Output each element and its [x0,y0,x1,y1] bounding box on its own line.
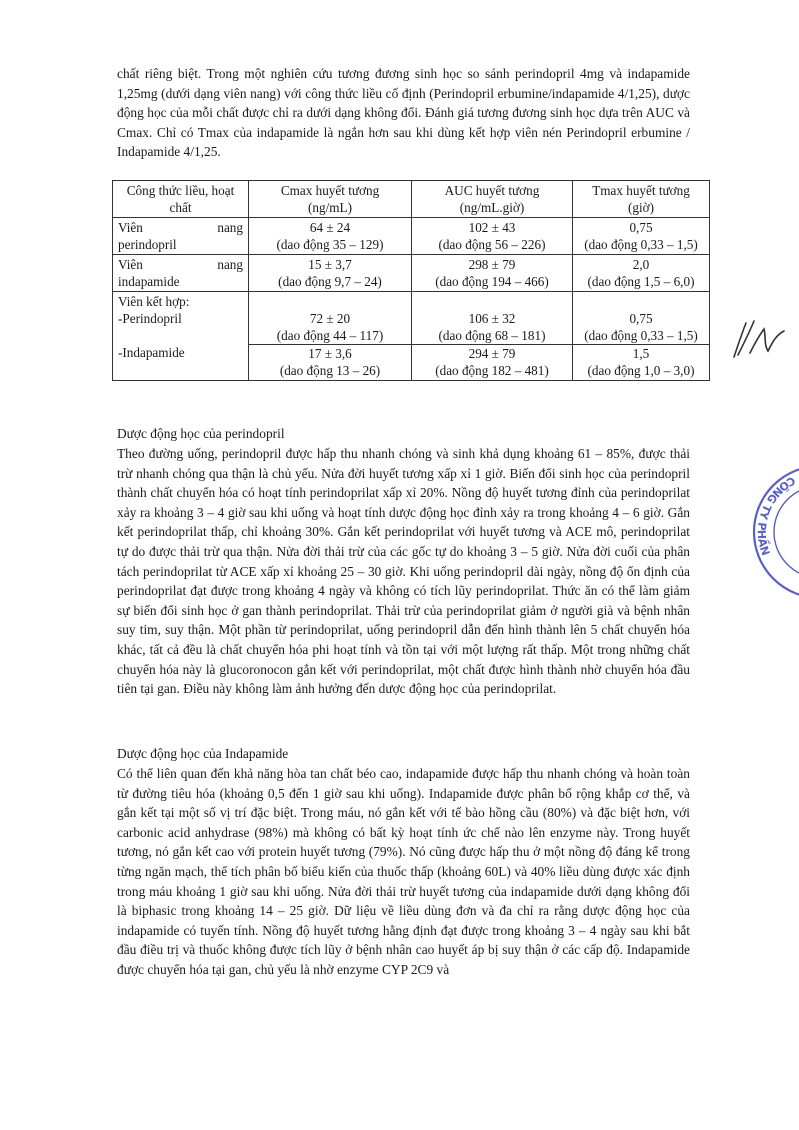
cell-auc: 106 ± 32 (dao động 68 – 181) 294 ± 79 (dao động 182 – 481) [412,292,573,381]
header-cmax: Cmax huyết tương (ng/mL) [249,181,412,218]
pharmacokinetics-table [112,180,710,381]
intro-paragraph: chất riêng biệt. Trong một nghiên cứu tương đương sinh học so sánh perindopril 4mg và indapamide 1,25mg (dưới dạng viên nang) với công thức liều cố định (Perindopril erbumine/indapamide 4/1,25), dược động học của mỗi chất được chỉ ra dưới dạng không đổi. Đánh giá tương đương sinh học dựa trên AUC và Cmax. Chỉ có Tmax của indapamide là ngắn hơn sau khi dùng kết hợp viên nén Perindopril erbumine / Indapamide 4/1,25. [117,66,690,160]
cell-tmax: 2,0 (dao động 1,5 – 6,0) [573,255,710,292]
header-tmax: Tmax huyết tương (giờ) [573,181,710,218]
svg-text:CÔNG TY PHẦN: CÔNG TY PHẦN [754,473,798,558]
company-seal-stamp-icon [728,462,799,602]
table-row-combination [113,292,710,381]
cell-tmax: 0,75 (dao động 0,33 – 1,5) 1,5 (dao động 1,0 – 3,0) [573,292,710,381]
section-heading-perindopril: Dược động học của perindopril [117,426,285,441]
indapamide-paragraph: Có thể liên quan đến khả năng hòa tan chất béo cao, indapamide được hấp thu nhanh chóng và hoàn toàn từ đường tiêu hóa (khoảng 0,5 đến 1 giờ sau khi uống). Indapamide được phân bố rộng khắp cơ thể, và gắn kết tại một số vị trí đặc biệt. Trong máu, nó gắn kết với tế bào hồng cầu (80%) và đặc biệt hơn, với carbonic acid anhydrase (98%) mà không có bất kỳ hoạt tính ức chế nào lên enzyme này. Trong huyết tương, nó gắn kết cao với protein huyết tương (79%). Nó cũng được hấp thu ở một nồng độ đáng kể trong từng ngăn mạch, thể tích phân bố biểu kiến của thuốc thấp (khoảng 60L) và 40% liều dùng được xác định trong máu khoảng 1 giờ sau khi uống. Nửa đời thải trừ huyết tương của indapamide dưới dạng không đổi là biphasic trong khoảng 14 – 25 giờ. Dữ liệu về liều dùng đơn và đa chỉ ra rằng dược động học của indapamide có tuyến tính. Nồng độ huyết tương hằng định đạt được trong khoảng 3 – 4 ngày sau khi bắt đầu điều trị và thuốc không được tích lũy ở bệnh nhân cao huyết áp bị suy thận ở các cấp độ. Indapamide được chuyển hóa tại gan, chủ yếu là nhờ enzyme CYP 2C9 và [117,766,690,977]
table-header-row [113,181,710,218]
cell-tmax: 0,75 (dao động 0,33 – 1,5) [573,218,710,255]
cell-cmax: 64 ± 24 (dao động 35 – 129) [249,218,412,255]
perindopril-paragraph: Theo đường uống, perindopril được hấp thu nhanh chóng và sinh khả dụng khoảng 61 – 85%, được thải trừ nhanh chóng qua thận là chủ yếu. Nửa đời huyết tương xấp xỉ 1 giờ. Biến đổi sinh học của perindopril thành chất chuyển hóa có hoạt tính perindoprilat xấp xỉ 20%. Nồng độ huyết tương đỉnh của perindoprilat xảy ra khoảng 3 – 4 giờ sau khi uống và hoạt tính dược động học đỉnh xảy ra trong khoảng 4 – 6 giờ. Gắn kết perindoprilat thấp, chỉ khoảng 30%. Gắn kết perindoprilat với huyết tương và ACE mô, perindoprilat tự do được thải trừ qua thận. Nửa đời thải trừ của các gốc tự do khoảng 3 – 5 giờ. Nửa đời cuối của phân tách perindoprilat từ ACE xấp xỉ khoảng 25 – 30 giờ. Khi uống perindopril dài ngày, nồng độ ổn định của perindoprilat đạt được trong khoảng 4 ngày và không có tích lũy perindoprilat. Thức ăn có thể làm giảm sự biến đổi sinh học ở gan thành perindoprilat. Thải trừ của perindoprilat giảm ở người già và bệnh nhân suy tim, suy thận. Một phần từ perindoprilat, uống perindopril dẫn đến hình thành lên 5 chất chuyển hóa khác, tất cả đều là chất chuyển hóa phi hoạt tính và tồn tại với một lượng rất thấp. Một trong những chất chuyển hóa này là glucoronocon gắn kết với perindoprilat, một chất được hình thành nhờ chuyển hóa đầu tiên tại gan. Điều này không làm ảnh hưởng đến dược động học của perindoprilat. [117,446,690,697]
row-label: Viên kết hợp: -Perindopril -Indapamide [113,292,249,381]
cell-cmax: 15 ± 3,7 (dao động 9,7 – 24) [249,255,412,292]
row-label: Viên nang indapamide [113,255,249,292]
table-row [113,255,710,292]
cell-auc: 298 ± 79 (dao động 194 – 466) [412,255,573,292]
cell-cmax: 72 ± 20 (dao động 44 – 117) 17 ± 3,6 (dao động 13 – 26) [249,292,412,381]
header-formulation: Công thức liều, hoạt chất [113,181,249,218]
cell-auc: 102 ± 43 (dao động 56 – 226) [412,218,573,255]
row-label: Viên nang perindopril [113,218,249,255]
header-auc: AUC huyết tương (ng/mL.giờ) [412,181,573,218]
handwritten-initials-icon [728,315,790,365]
table-row [113,218,710,255]
section-heading-indapamide: Dược động học của Indapamide [117,746,289,761]
